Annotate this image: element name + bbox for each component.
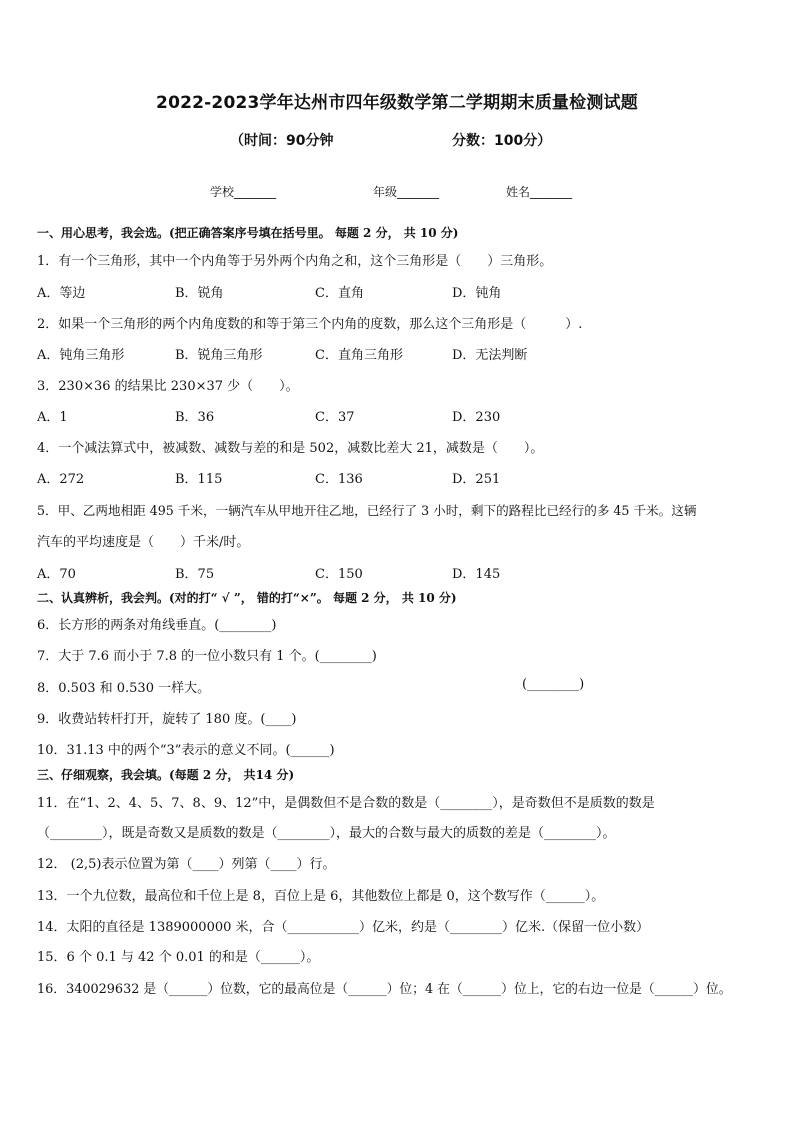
q2-option-a: A．钝角三角形 <box>37 348 125 363</box>
question-2: 2．如果一个三角形的两个内角度数的和等于第三个内角的度数，那么这个三角形是（ ）. <box>37 317 583 332</box>
question-1: 1．有一个三角形，其中一个内角等于另外两个内角之和，这个三角形是（ ）三角形。 <box>37 254 553 269</box>
question-11-line-2: （________），既是奇数又是质数的数是（________），最大的合数与最大的质数的差是（________）。 <box>37 826 616 841</box>
question-7: 7．大于 7.6 而小于 7.8 的一位小数只有 1 个。(________) <box>37 649 377 664</box>
q3-option-b: B．36 <box>175 410 215 425</box>
question-5-line-1: 5．甲、乙两地相距 495 千米，一辆汽车从甲地开往乙地，已经行了 3 小时，剩下的路程比已经行的多 45 千米。这辆 <box>37 503 697 518</box>
q1-option-c: C．直角 <box>315 286 364 301</box>
q4-option-d: D．251 <box>452 472 501 487</box>
q2-option-c: C．直角三角形 <box>315 348 403 363</box>
question-9: 9．收费站转杆打开，旋转了 180 度。(____) <box>37 712 297 727</box>
q5-option-c: C．150 <box>315 567 363 582</box>
q4-option-a: A．272 <box>37 472 85 487</box>
q5-option-d: D．145 <box>452 567 501 582</box>
q2-option-d: D．无法判断 <box>452 348 528 363</box>
question-12: 12． (2,5)表示位置为第（____）列第（____）行。 <box>37 857 336 872</box>
question-8: 8．0.503 和 0.530 一样大。 <box>37 681 211 696</box>
question-4: 4．一个减法算式中，被减数、减数与差的和是 502，减数比差大 21，减数是（ ）。 <box>37 441 544 456</box>
q1-option-a: A．等边 <box>37 286 86 301</box>
q5-option-a: A．70 <box>37 567 76 582</box>
question-11-line-1: 11．在“1、2、4、5、7、8、9、12”中，是偶数但不是合数的数是（________），是奇数但不是质数的数是 <box>37 796 655 811</box>
name-field: 姓名_______ <box>506 185 573 199</box>
question-6: 6．长方形的两条对角线垂直。(________) <box>37 618 277 633</box>
q5-option-b: B．75 <box>175 567 215 582</box>
q1-option-d: D．钝角 <box>452 286 502 301</box>
exam-title: 2022-2023学年达州市四年级数学第二学期期末质量检测试题 <box>156 93 638 113</box>
section-3-heading: 三、仔细观察，我会填。(每题 2 分， 共14 分) <box>37 768 295 782</box>
q2-option-b: B．锐角三角形 <box>175 348 263 363</box>
grade-field: 年级_______ <box>373 185 440 199</box>
exam-score: 分数：100分） <box>452 133 552 149</box>
school-field: 学校_______ <box>210 185 277 199</box>
exam-time: （时间：90分钟 <box>230 133 334 149</box>
q3-option-a: A．1 <box>37 410 68 425</box>
question-10: 10．31.13 中的两个“3”表示的意义不同。(______) <box>37 743 335 758</box>
q3-option-d: D．230 <box>452 410 501 425</box>
q4-option-b: B．115 <box>175 472 223 487</box>
question-14: 14．太阳的直径是 1389000000 米，合（___________）亿米，约是（________）亿米.（保留一位小数） <box>37 920 650 935</box>
question-13: 13．一个九位数，最高位和千位上是 8，百位上是 6，其他数位上都是 0，这个数写作（______）。 <box>37 889 605 904</box>
q3-option-c: C．37 <box>315 410 355 425</box>
question-16: 16．340029632 是（______）位数，它的最高位是（______）位；4 在（______）位上，它的右边一位是（______）位。 <box>37 982 732 997</box>
q4-option-c: C．136 <box>315 472 363 487</box>
question-5-line-2: 汽车的平均速度是（ ）千米/时。 <box>37 535 250 550</box>
q1-option-b: B．锐角 <box>175 286 224 301</box>
section-1-heading: 一、用心思考，我会选。(把正确答案序号填在括号里。 每题 2 分， 共 10 分) <box>37 226 459 240</box>
section-2-heading: 二、认真辨析，我会判。(对的打“ √ ”， 错的打“×”。 每题 2 分， 共 10 分) <box>37 591 457 605</box>
question-8-blank: (________) <box>522 677 585 692</box>
question-15: 15．6 个 0.1 与 42 个 0.01 的和是（______）。 <box>37 950 320 965</box>
question-3: 3．230×36 的结果比 230×37 少（ ）。 <box>37 379 299 394</box>
